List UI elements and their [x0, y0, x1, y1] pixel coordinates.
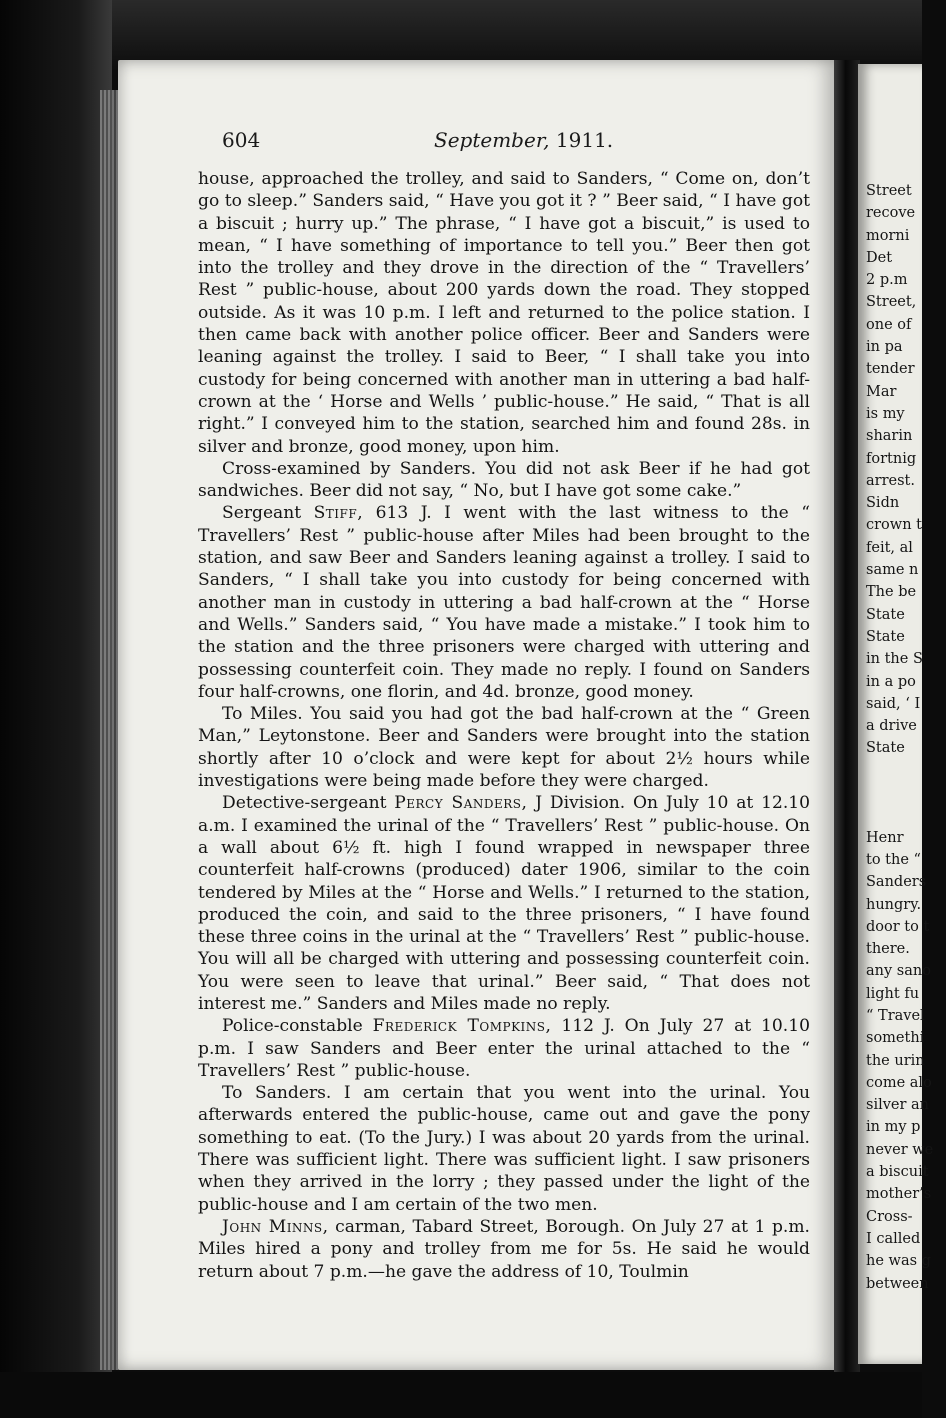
book-left-edge: [0, 0, 112, 1418]
right-page-line: there.: [866, 941, 910, 958]
right-page-line: in my p: [866, 1119, 921, 1136]
right-page-line: The be: [866, 584, 917, 601]
running-head: [222, 128, 812, 158]
right-page-line: one of: [866, 316, 912, 333]
page-stack-edges: [100, 90, 120, 1370]
right-page-line: Street,: [866, 294, 917, 311]
right-page-line: crown t: [866, 517, 922, 534]
page-number: 604: [222, 128, 261, 152]
right-page-line: Henr: [866, 829, 904, 846]
right-page-line: Cross-: [866, 1208, 913, 1225]
right-page-fragment: [858, 64, 934, 1364]
right-page-line: never we: [866, 1141, 934, 1158]
right-page-line: Det: [866, 249, 893, 266]
book-gutter: [834, 60, 860, 1380]
right-page-line: silver an: [866, 1097, 930, 1114]
paragraph: [198, 502, 810, 703]
right-page-line: morni: [866, 227, 910, 244]
witness-name: Frederick Tompkins,: [372, 1016, 552, 1037]
right-page-line: door to t: [866, 918, 930, 935]
right-page-line: in pa: [866, 339, 903, 356]
right-page-line: 2 p.m: [866, 272, 908, 289]
right-page-line: arrest.: [866, 472, 915, 489]
paragraph: [198, 792, 810, 1015]
right-page-line: he was g: [866, 1253, 931, 1270]
right-page-line: hungry.: [866, 896, 922, 913]
paragraph: [198, 168, 810, 458]
paragraph-text: carman, Tabard Street, Borough. On July 27 at 1 p.m. Miles hired a pony and trolley from me for 5s. He said he would return about 7 p.m.—he gave the address of 10, Toulmin: [198, 1216, 810, 1282]
right-page-line: in the S: [866, 651, 923, 668]
running-title-year: 1911.: [555, 128, 614, 152]
right-page-line: same n: [866, 562, 919, 579]
right-page-line: State: [866, 740, 905, 757]
paragraph: [198, 1015, 810, 1082]
body-text: [198, 168, 810, 1283]
right-page-line: fortnig: [866, 450, 917, 467]
paragraph-text: To Sanders. I am certain that you went into the urinal. You afterwards entered the public-house, came out and gave the pony something to eat. (To the Jury.) I was about 20 yards from the urinal. There was sufficient light. There was sufficient light. I saw prisoners when they arrived in the lorry ; they passed under the light of the public-house and I am certain of the two men.: [198, 1083, 810, 1215]
paragraph-text: Police-constable: [222, 1016, 373, 1037]
right-page-line: is my: [866, 405, 905, 422]
paragraph: [198, 458, 810, 503]
right-page-line: to the “: [866, 851, 921, 868]
scan-border-bottom: [0, 1372, 922, 1418]
right-page-line: [866, 804, 946, 826]
right-page-line: recove: [866, 205, 916, 222]
right-page-line: a drive: [866, 718, 917, 735]
right-page-line: Street: [866, 183, 912, 199]
right-page-line: State: [866, 606, 905, 623]
witness-name: Stiff,: [313, 503, 364, 524]
paragraph-text: Cross-examined by Sanders. You did not ask Beer if he had got sandwiches. Beer did not say, “ No, but I have got some cake.”: [198, 458, 810, 502]
paragraph-text: 112 J. On July 27 at 10.10 p.m. I saw Sanders and Beer enter the urinal attached to the “ Travellers’ Rest ” public-house.: [198, 1016, 810, 1081]
right-page-line: feit, al: [866, 539, 913, 556]
right-page-line: [866, 782, 946, 804]
right-page-line: Sanders: [866, 874, 927, 891]
right-page-line: any sano: [866, 963, 931, 980]
right-page-line: a biscuit: [866, 1164, 929, 1181]
right-page-line: Sidn: [866, 495, 900, 512]
right-page-line: tender: [866, 361, 915, 378]
right-page-line: I called: [866, 1230, 921, 1247]
right-page-line: State: [866, 628, 905, 645]
paragraph-text: J Division. On July 10 at 12.10 a.m. I examined the urinal of the “ Travellers’ Rest ” public-house. On a wall about 6½ ft. high I found wrapped in newspaper three counterfeit half-crowns (produced) dater 1906, similar to the coin tendered by Miles at the “ Horse and Wells.” I returned to the station, produced the coin, and said to the three prisoners, “ I have found these three coins in the urinal at the “ Travellers’ Rest ” public-house. You will all be charged with uttering and possessing counterfeit coin. You were seen to leave that urinal.” Beer said, “ That does not interest me.” Sanders and Miles made no reply.: [198, 793, 810, 1014]
running-title-month: September,: [434, 128, 550, 152]
right-page-line: somethi: [866, 1030, 925, 1047]
right-page-line: mother’s: [866, 1186, 932, 1203]
right-page-line: light fu: [866, 985, 920, 1002]
right-page-line: in a po: [866, 673, 916, 690]
right-page-line: Mar: [866, 383, 897, 400]
right-page-line: said, ‘ I: [866, 695, 921, 712]
right-page-line: come alo: [866, 1074, 932, 1091]
paragraph-text: house, approached the trolley, and said to Sanders, “ Come on, don’t go to sleep.” Sanders said, “ Have you got it ? ” Beer said, “ I have got a biscuit ; hurry up.” The phrase, “ I have got a biscuit,” is used to mean, “ I have something of importance to tell you.” Beer then got into the trolley and they drove in the direction of the “ Travellers’ Rest ” public-house, about 200 yards down the road. They stopped outside. As it was 10 p.m. I left and returned to the police station. I then came back with another police officer. Beer and Sanders were leaning against the trolley. I said to Beer, “ I shall take you into custody for being concerned with another man in uttering a bad half-crown at the ‘ Horse and Wells ’ public-house.” He said, “ That is all right.” I conveyed him to the station, searched him and found 28s. in silver and bronze, good money, upon him.: [198, 169, 810, 457]
witness-name: Percy Sanders,: [394, 793, 528, 814]
paragraph: [198, 1216, 810, 1283]
paragraph-text: To Miles. You said you had got the bad half-crown at the “ Green Man,” Leytonstone. Beer and Sanders were brought into the station shortly after 10 o’clock and were kept for about 2½ hours while investigations were being made before they were charged.: [198, 704, 810, 792]
right-page-line: between: [866, 1275, 929, 1292]
paragraph-text: Detective-sergeant: [222, 793, 395, 814]
paragraph: [198, 1082, 810, 1216]
paragraph-text: 613 J. I went with the last witness to the “ Travellers’ Rest ” public-house after Miles had been brought to the station, and saw Beer and Sanders leaning against a trolley. I said to Sanders, “ I shall take you into custody for being concerned with another man in custody in uttering a bad half-crown at the “ Horse and Wells.” Sanders said, “ You have made a mistake.” I took him to the station and the three prisoners were charged with uttering and possessing counterfeit coin. They made no reply. I found on Sanders four half-crowns, one florin, and 4d. bronze, good money.: [198, 503, 810, 702]
paragraph-text: Sergeant: [222, 503, 314, 524]
paragraph: [198, 703, 810, 792]
right-page-line: [866, 760, 946, 782]
right-page-line: “ Travel: [866, 1007, 925, 1024]
witness-name: John Minns,: [222, 1216, 329, 1237]
right-page-line: the urin: [866, 1052, 925, 1069]
running-title: [434, 128, 613, 152]
right-page-line: sharin: [866, 428, 913, 445]
right-page-text: [866, 180, 946, 1295]
